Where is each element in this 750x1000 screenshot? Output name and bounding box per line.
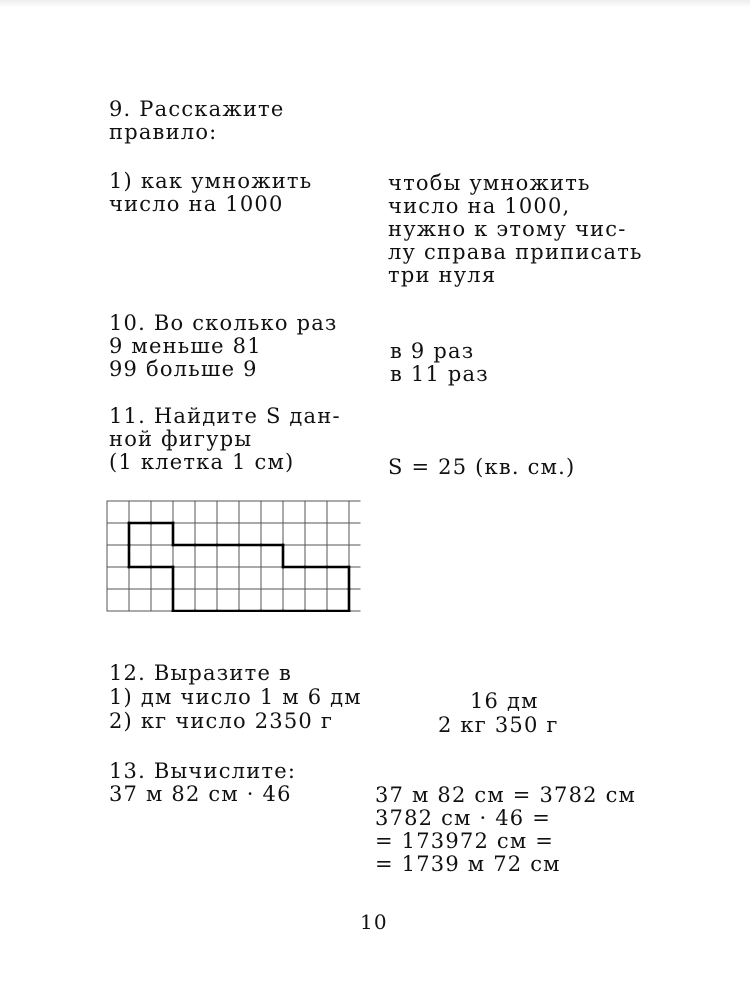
q12-title: 12. Выразите в <box>109 661 292 685</box>
q12-line-2: 2) кг число 2350 г <box>109 709 334 733</box>
q11-title-line-2: ной фигуры <box>109 427 253 451</box>
q12-line-1: 1) дм число 1 м 6 дм <box>109 685 362 709</box>
q9-item1-line-1: 1) как умножить <box>109 169 313 193</box>
q9-title-line-1: 9. Расскажите <box>109 97 285 121</box>
q13-answer-line-3: = 173972 см = <box>375 829 555 853</box>
q11-answer: S = 25 (кв. см.) <box>388 455 576 479</box>
q13-title: 13. Вычислите: <box>109 759 297 783</box>
squared-grid <box>106 500 362 617</box>
q9-answer-line-4: лу справа приписать <box>388 240 643 264</box>
page-number: 10 <box>360 910 388 934</box>
q13-answer-line-4: = 1739 м 72 см <box>375 852 561 876</box>
q13-expression: 37 м 82 см · 46 <box>109 782 292 806</box>
q9-answer-line-5: три нуля <box>388 263 497 287</box>
q10-answer-1: в 9 раз <box>390 339 475 363</box>
q10-line-1: 9 меньше 81 <box>109 334 262 358</box>
q12-answer-2: 2 кг 350 г <box>438 713 559 737</box>
page-top-edge <box>0 0 750 8</box>
q10-answer-2: в 11 раз <box>390 362 489 386</box>
q11-title-line-3: (1 клетка 1 см) <box>109 450 295 474</box>
q13-answer-line-2: 3782 см · 46 = <box>375 806 552 830</box>
q9-answer-line-1: чтобы умножить <box>388 171 591 195</box>
q9-item1-line-2: число на 1000 <box>109 192 284 216</box>
q10-title: 10. Во сколько раз <box>109 311 338 335</box>
grid-figure-svg <box>106 500 362 612</box>
q10-line-2: 99 больше 9 <box>109 357 258 381</box>
q9-answer-line-2: число на 1000, <box>388 194 571 218</box>
q12-answer-1: 16 дм <box>470 689 539 713</box>
q9-answer-line-3: нужно к этому чис- <box>388 217 627 241</box>
q11-title-line-1: 11. Найдите S дан- <box>109 404 341 428</box>
q9-title-line-2: правило: <box>109 120 218 144</box>
q13-answer-line-1: 37 м 82 см = 3782 см <box>375 783 637 807</box>
